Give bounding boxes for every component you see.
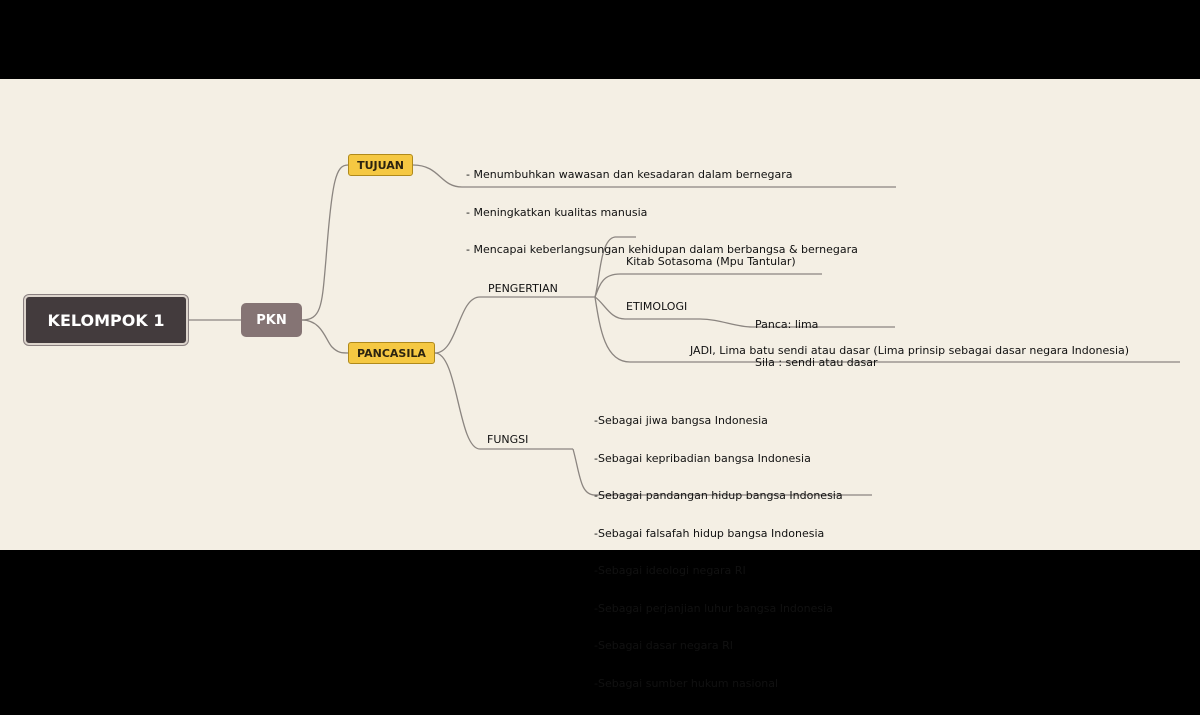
- list-item: - Meningkatkan kualitas manusia: [466, 205, 648, 219]
- list-item: - Mencapai keberlangsungan kehidupan dalam berbangsa & bernegara: [466, 243, 858, 256]
- kitab-node[interactable]: Kitab Sotasoma (Mpu Tantular): [626, 255, 796, 268]
- fungsi-list: [594, 390, 843, 715]
- connector-pancasila-pengertian: [435, 297, 595, 353]
- list-item: -Sebagai falsafah hidup bangsa Indonesia: [594, 526, 825, 540]
- etimologi-node[interactable]: ETIMOLOGI: [626, 300, 688, 313]
- list-item: -Sebagai dasar negara RI: [594, 639, 734, 652]
- list-item: - Menumbuhkan wawasan dan kesadaran dalam bernegara: [466, 168, 793, 181]
- pancasila-node[interactable]: PANCASILA: [348, 342, 435, 364]
- jadi-node[interactable]: JADI, Lima batu sendi atau dasar (Lima prinsip sebagai dasar negara Indonesia): [690, 344, 1130, 357]
- list-item: -Sebagai ideologi negara RI: [594, 564, 746, 577]
- list-item: -Sebagai jiwa bangsa Indonesia: [594, 414, 768, 427]
- list-item: -Sebagai sumber hukum nasional: [594, 676, 779, 690]
- connector-pkn-tujuan: [302, 165, 348, 320]
- list-item: -Sebagai kepribadian bangsa Indonesia: [594, 451, 811, 465]
- tujuan-node[interactable]: TUJUAN: [348, 154, 413, 176]
- connector-pkn-pancasila: [302, 320, 348, 353]
- list-item: Panca: lima: [755, 318, 819, 331]
- list-item: -Sebagai perjanjian luhur bangsa Indonesia: [594, 601, 833, 615]
- pkn-node[interactable]: PKN: [241, 303, 302, 337]
- mindmap-canvas: [0, 79, 1200, 690]
- list-item: Sila : sendi atau dasar: [755, 355, 878, 369]
- list-item: -Sebagai pandangan hidup bangsa Indonesia: [594, 489, 843, 502]
- fungsi-node[interactable]: FUNGSI: [487, 433, 529, 446]
- pengertian-node[interactable]: PENGERTIAN: [488, 282, 558, 295]
- root-node[interactable]: KELOMPOK 1: [24, 295, 188, 345]
